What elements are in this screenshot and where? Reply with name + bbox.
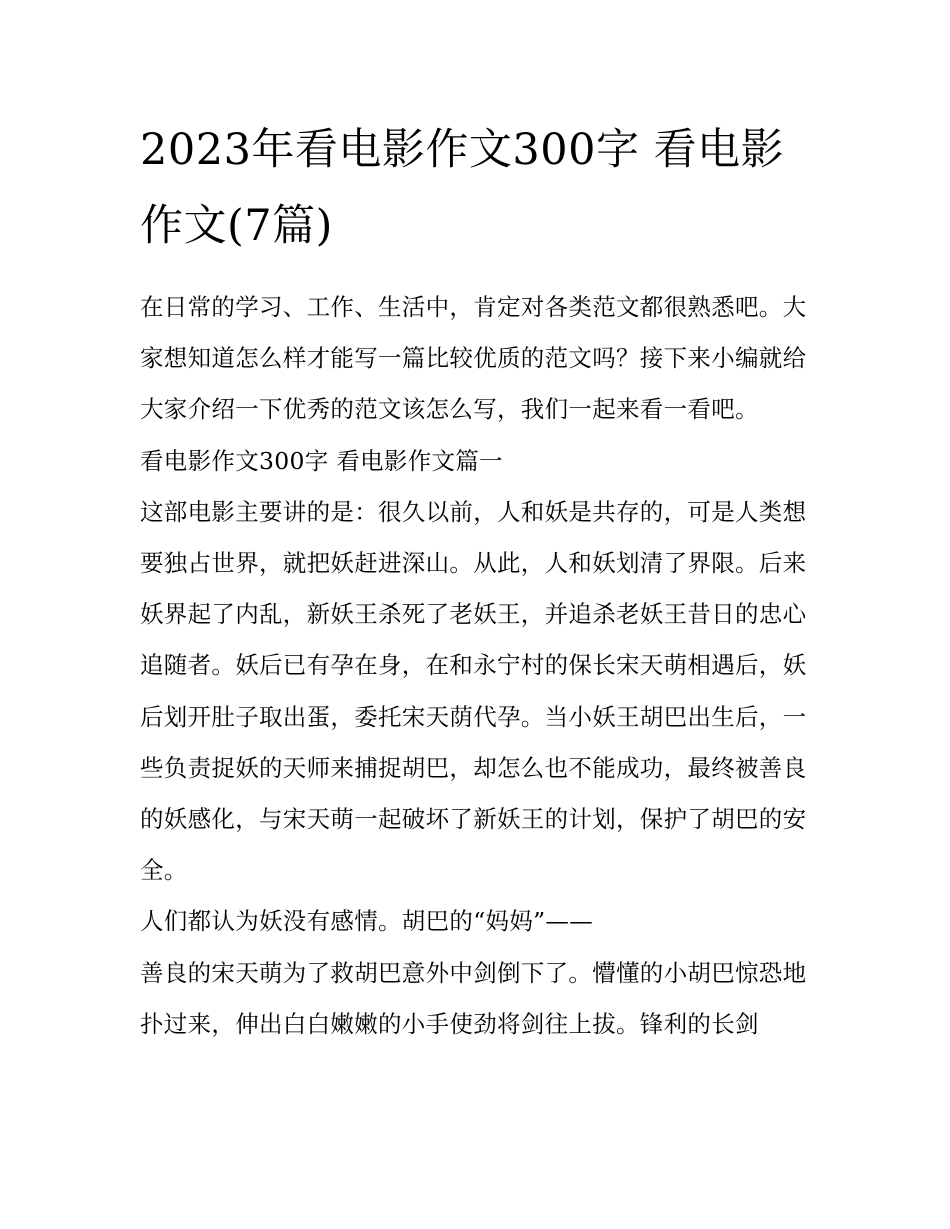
document-body [140, 282, 815, 1050]
section-heading: 看电影作文300字 看电影作文篇一 [140, 446, 503, 475]
body-paragraph: 这部电影主要讲的是：很久以前，人和妖是共存的，可是人类想要独占世界，就把妖赶进深山。从此，人和妖划清了界限。后来妖界起了内乱，新妖王杀死了老妖王，并追杀老妖王昔日的忠心追随者。妖后已有孕在身，在和永宁村的保长宋天萌相遇后，妖后划开肚子取出蛋，委托宋天荫代孕。当小妖王胡巴出生后，一些负责捉妖的天师来捕捉胡巴，却怎么也不能成功，最终被善良的妖感化，与宋天萌一起破坏了新妖王的计划，保护了胡巴的安全。 [140, 497, 807, 885]
intro-paragraph: 在日常的学习、工作、生活中，肯定对各类范文都很熟悉吧。大家想知道怎么样才能写一篇比较优质的范文吗？接下来小编就给大家介绍一下优秀的范文该怎么写，我们一起来看一看吧。 [140, 293, 807, 424]
body-paragraph: 善良的宋天萌为了救胡巴意外中剑倒下了。懵懂的小胡巴惊恐地扑过来，伸出白白嫩嫩的小手使劲将剑往上拔。锋利的长剑 [140, 958, 807, 1038]
document-page [140, 112, 815, 1038]
document-title: 2023年看电影作文300字 看电影作文(7篇) [140, 125, 785, 251]
body-paragraph: 人们都认为妖没有感情。胡巴的“妈妈”—— [140, 907, 594, 936]
